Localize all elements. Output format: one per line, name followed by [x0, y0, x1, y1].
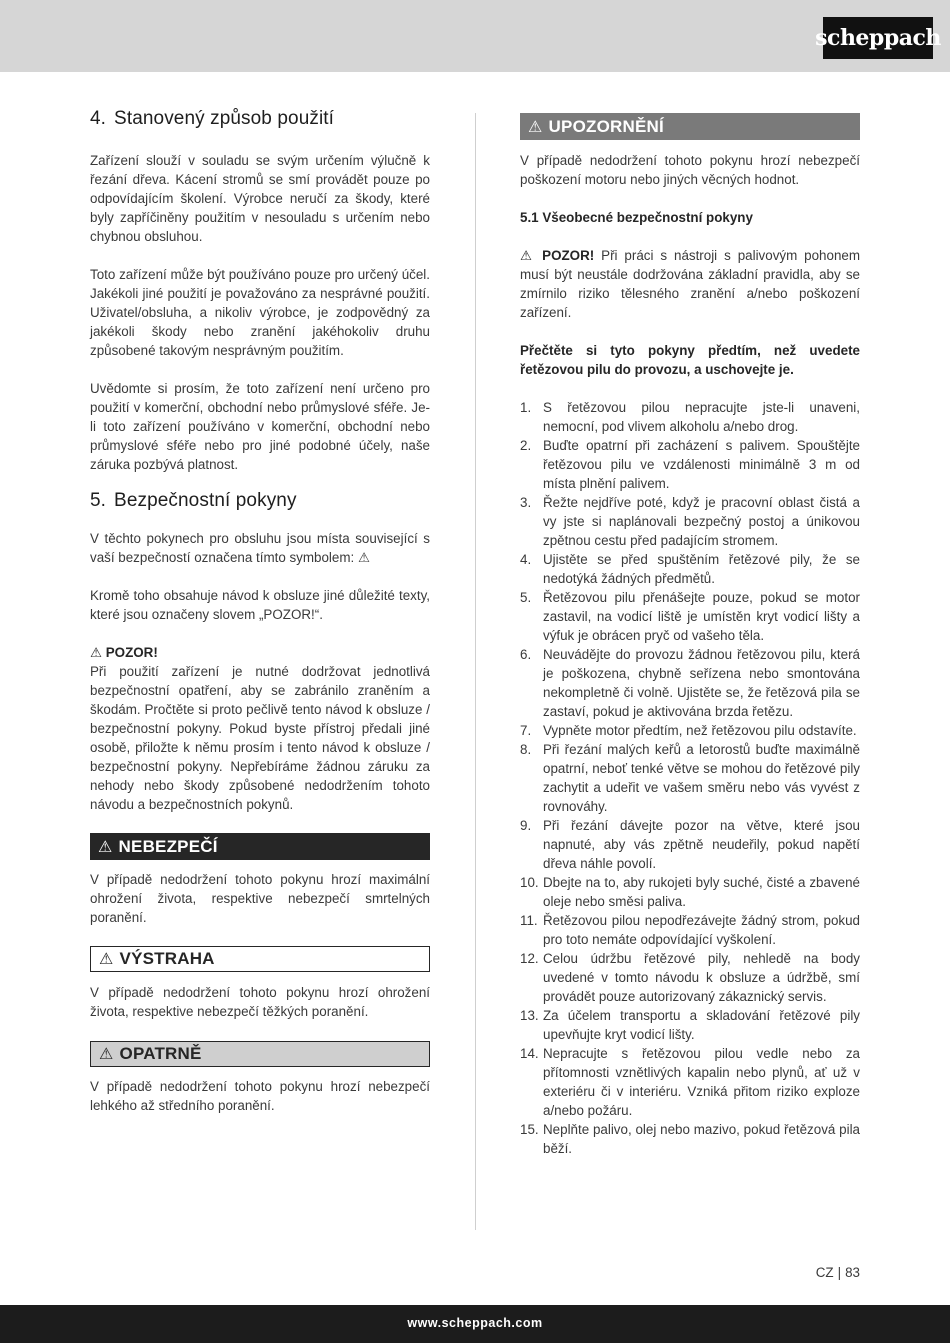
brand-logo: scheppach — [823, 17, 933, 59]
list-item — [520, 740, 860, 816]
caution-banner — [90, 1041, 430, 1067]
warning-triangle-icon: ⚠ — [528, 118, 543, 136]
list-item — [520, 873, 860, 911]
left-column — [90, 108, 430, 1115]
caution-label: OPATRNĚ — [119, 1044, 202, 1063]
list-item-number: 1. — [520, 400, 532, 415]
list-item-text: Neuvádějte do provozu žádnou řetězovou pilu, která je poškozena, chybně seřízena nebo smontována nekompletně či volně. Ujistěte se, že řetězová pila se zastaví, pokud je aktivována brzda řetězu. — [543, 647, 860, 719]
page-number-value: 83 — [845, 1265, 860, 1280]
list-item — [520, 721, 860, 740]
notice-text: V případě nedodržení tohoto pokynu hrozí nebezpečí poškození motoru nebo jiných věcných hodnot. — [520, 153, 860, 187]
list-item — [520, 436, 860, 493]
list-item-number: 14. — [520, 1046, 539, 1061]
notice-banner — [520, 113, 860, 140]
list-item — [520, 1120, 860, 1158]
list-item-number: 8. — [520, 742, 532, 757]
list-item-number: 9. — [520, 818, 532, 833]
list-item-text: Při řezání dávejte pozor na větve, které jsou napnuté, aby vás zpětně neudeřily, pokud napětí dřeva náhle povolí. — [543, 818, 860, 871]
list-item-text: Dbejte na to, aby rukojeti byly suché, čisté a zbavené oleje nebo směsi paliva. — [543, 875, 860, 909]
list-item-text: Neplňte palivo, olej nebo mazivo, pokud řetězová pila běží. — [543, 1122, 860, 1156]
notice-label: UPOZORNĚNÍ — [548, 116, 664, 136]
list-item-number: 2. — [520, 438, 532, 453]
list-item-text: Řetězovou pilu přenášejte pouze, pokud se motor zastavil, na vodicí liště je umístěn kryt vodicí lišty a výfuk je obrácen pryč od vašeho těla. — [543, 590, 860, 643]
subsection-5-1-title: 5.1 Všeobecné bezpečnostní pokyny — [520, 210, 753, 225]
list-item-text: Ujistěte se před spuštěním řetězové pily, že se nedotýká žádných předmětů. — [543, 552, 860, 586]
section-5-heading — [90, 490, 430, 512]
section-4-number: 4. — [90, 108, 107, 129]
list-item — [520, 1044, 860, 1120]
warning-triangle-icon: ⚠ — [99, 1046, 114, 1063]
list-item — [520, 949, 860, 1006]
section-5-paragraph-2: Kromě toho obsahuje návod k obsluze jiné důležité texty, které jsou označeny slovem „POZOR!“. — [90, 588, 430, 622]
page-footer — [0, 1305, 950, 1343]
warning-banner — [90, 946, 430, 972]
read-first-note: Přečtěte si tyto pokyny předtím, než uvedete řetězovou pilu do provozu, a uschovejte je. — [520, 343, 860, 377]
danger-banner — [90, 833, 430, 860]
section-4-paragraph-3: Uvědomte si prosím, že toto zařízení není určeno pro použití v komerční, obchodní nebo průmyslové sféře. Je-li toto zařízení používáno v komerční, obchodní nebo průmyslové sféře nebo pro jiné podobné účely, naše záruka pozbývá platnost. — [90, 381, 430, 472]
list-item-number: 11. — [520, 913, 538, 928]
list-item — [520, 588, 860, 645]
caution-text: V případě nedodržení tohoto pokynu hrozí nebezpečí lehkého až středního poranění. — [90, 1079, 430, 1113]
list-item-text: Při řezání malých keřů a letorostů buďte maximálně opatrní, neboť tenké větve se mohou do řetězové pily zachytit a udeřit ve vašem směru nebo vás vyvést z rovnováhy. — [543, 742, 860, 814]
right-column — [520, 113, 860, 1158]
section-4-title: Stanovený způsob použití — [114, 108, 335, 129]
list-item — [520, 816, 860, 873]
column-divider — [475, 113, 476, 1230]
list-item — [520, 550, 860, 588]
warning-triangle-icon: ⚠ — [99, 951, 114, 968]
list-item-text: Řežte nejdříve poté, když je pracovní oblast čistá a vy jste si naplánovali bezpečný postoj a únikovou zpětnou cestu před padajícím stromem. — [543, 495, 860, 548]
safety-rules-list — [520, 398, 860, 1158]
list-item-number: 13. — [520, 1008, 539, 1023]
list-item-number: 5. — [520, 590, 532, 605]
danger-label: NEBEZPEČÍ — [118, 836, 218, 856]
list-item-text: Buďte opatrní při zacházení s palivem. Spouštějte řetězovou pilu ve vzdálenosti minimálně 3 m od místa plnění palivem. — [543, 438, 860, 491]
list-item — [520, 645, 860, 721]
list-item — [520, 1006, 860, 1044]
list-item-text: Nepracujte s řetězovou pilou vedle nebo za přítomnosti vznětlivých kapalin nebo plynů, ať už v exteriéru či v interiéru. Vzniká přitom riziko exploze a/nebo požáru. — [543, 1046, 860, 1118]
list-item-text: Za účelem transportu a skladování řetězové pily upevňujte kryt vodicí lišty. — [543, 1008, 860, 1042]
list-item — [520, 911, 860, 949]
pozor-label: ⚠ POZOR! — [520, 248, 595, 263]
section-4-paragraph-1: Zařízení slouží v souladu se svým určením výlučně k řezání dřeva. Kácení stromů se smí provádět pouze po odpovídajícím školení. Výrobce neručí za škody, které byly zapříčiněny použitím v nesouladu s určením nebo chybnou obsluhou. — [90, 153, 430, 244]
list-item-number: 12. — [520, 951, 539, 966]
section-4-heading — [90, 108, 430, 130]
warning-text: V případě nedodržení tohoto pokynu hrozí ohrožení života, respektive nebezpečí těžkých poranění. — [90, 985, 430, 1019]
list-item-number: 15. — [520, 1122, 539, 1137]
list-item-text: Vypněte motor předtím, než řetězovou pilu odstavíte. — [543, 723, 857, 738]
section-4-paragraph-2: Toto zařízení může být používáno pouze pro určený účel. Jakékoli jiné použití je považováno za nesprávné použití. Uživatel/obsluha, a nikoliv výrobce, je zodpovědný za jakékoli škody nebo zranění jakéhokoliv druhu způsobené takovým nesprávným použitím. — [90, 267, 430, 358]
warning-triangle-icon: ⚠ — [98, 838, 113, 856]
list-item-number: 4. — [520, 552, 532, 567]
list-item-text: S řetězovou pilou nepracujte jste-li unaveni, nemocní, pod vlivem alkoholu a/nebo drog. — [543, 400, 860, 434]
list-item — [520, 493, 860, 550]
list-item-number: 7. — [520, 723, 532, 738]
page-number-separator: | — [837, 1265, 842, 1280]
page-number — [780, 1265, 860, 1280]
pozor-label: ⚠ POZOR! — [90, 645, 158, 660]
pozor-text: Při použití zařízení je nutné dodržovat jednotlivá bezpečnostní opatření, aby se zabránilo zraněním a škodám. Pročtěte si proto pečlivě tento návod k obsluze / bezpečnostní pokyny. Pokud byste přístroj předali jiné osobě, přiložte k němu prosím i tento návod k obsluze / bezpečnostní pokyny. Nepřebíráme žádnou záruku za nehody nebo škody způsobené nedodržením tohoto návodu a bezpečnostních pokynů. — [90, 664, 430, 812]
section-5-paragraph-1: V těchto pokynech pro obsluhu jsou místa související s vaší bezpečností označena tímto symbolem: ⚠ — [90, 531, 430, 565]
section-5-number: 5. — [90, 490, 107, 511]
footer-url: www.scheppach.com — [407, 1316, 543, 1330]
list-item-number: 3. — [520, 495, 532, 510]
warning-label: VÝSTRAHA — [119, 949, 215, 968]
list-item-text: Řetězovou pilou nepodřezávejte žádný strom, pokud pro toto nemáte odpovídající vyškolení. — [543, 913, 860, 947]
pozor-paragraph — [520, 246, 860, 322]
language-code: CZ — [815, 1265, 834, 1280]
section-5-title: Bezpečnostní pokyny — [114, 490, 297, 511]
pozor-text: Při práci s nástroji s palivovým pohonem musí být neustále dodržována základní pravidla, aby se zmírnilo riziko tělesného zranění a/nebo poškození zařízení. — [520, 248, 860, 320]
list-item-text: Celou údržbu řetězové pily, nehledě na body uvedené v tomto návodu k obsluze a údržbě, smí provádět pouze autorizovaný zákaznický servis. — [543, 951, 860, 1004]
list-item-number: 10. — [520, 875, 539, 890]
list-item — [520, 398, 860, 436]
danger-text: V případě nedodržení tohoto pokynu hrozí maximální ohrožení života, respektive nebezpečí smrtelných poranění. — [90, 872, 430, 925]
page-header — [0, 0, 950, 72]
list-item-number: 6. — [520, 647, 532, 662]
